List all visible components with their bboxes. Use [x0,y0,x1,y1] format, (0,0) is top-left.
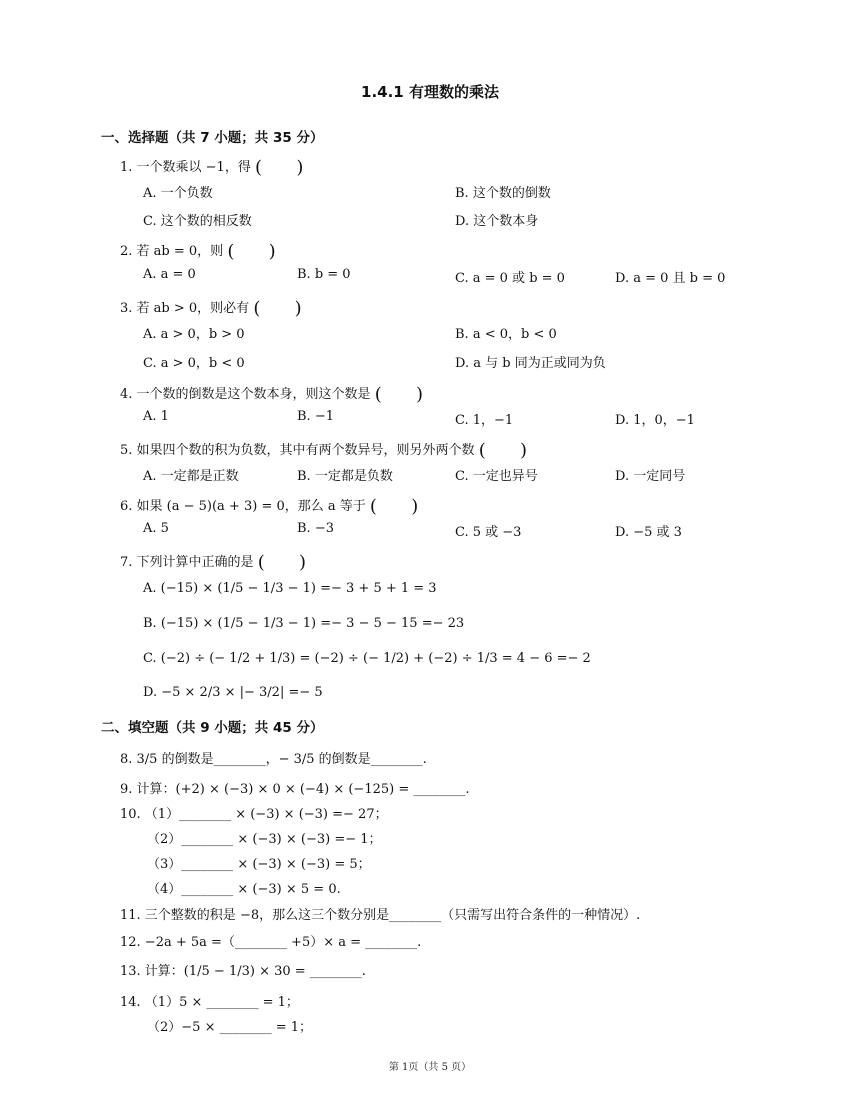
q2-option-d: D. a = 0 且 b = 0 [615,271,726,286]
answer-paren: ( ) [257,552,307,573]
q5-option-c: C. 一定也异号 [455,469,538,484]
answer-paren: ( ) [374,384,424,405]
question-3 [120,297,302,319]
q6-option-a: A. 5 [143,521,169,536]
q5-option-a: A. 一定都是正数 [143,469,239,484]
q6-option-b: B. −3 [297,521,334,536]
q1-option-a: A. 一个负数 [143,186,213,201]
question-13: 13. 计算：(1/5 − 1/3) × 30 = ________. [120,964,366,979]
question-6-stem: 6. 如果 (a − 5)(a + 3) = 0，那么 a 等于 [120,499,366,514]
page-footer: 第 1页（共 5 页） [388,1062,472,1073]
section-heading-fill: 二、填空题（共 9 小题；共 45 分） [101,720,324,736]
answer-paren: ( ) [478,440,528,461]
q2-option-c: C. a = 0 或 b = 0 [455,271,565,286]
q2-option-a: A. a = 0 [143,267,196,282]
q5-option-d: D. 一定同号 [615,469,686,484]
question-4-stem: 4. 一个数的倒数是这个数本身，则这个数是 [120,387,371,402]
question-7-stem: 7. 下列计算中正确的是 [120,555,254,570]
question-5 [120,439,528,461]
question-11: 11. 三个整数的积是 −8，那么这三个数分别是________（只需写出符合条件的一种情况）. [120,908,641,923]
question-5-stem: 5. 如果四个数的积为负数，其中有两个数异号，则另外两个数 [120,443,475,458]
question-10-part-1: 10. （1）________ × (−3) × (−3) =− 27； [120,807,388,822]
q7-option-a: A. (−15) × (1/5 − 1/3 − 1) =− 3 + 5 + 1 = 3 [143,581,437,596]
q7-option-b: B. (−15) × (1/5 − 1/3 − 1) =− 3 − 5 − 15 =− 23 [143,616,465,631]
q2-option-b: B. b = 0 [297,267,351,282]
q4-option-d: D. 1，0，−1 [615,413,695,428]
q3-option-d: D. a 与 b 同为正或同为负 [455,356,606,371]
q1-option-b: B. 这个数的倒数 [455,186,551,201]
question-10-part-3: （3）________ × (−3) × (−3) = 5； [147,857,371,872]
question-14-part-2: （2）−5 × ________ = 1； [147,1020,313,1035]
question-7 [120,551,307,573]
answer-paren: ( ) [254,157,304,178]
q4-option-b: B. −1 [297,409,334,424]
q7-option-c: C. (−2) ÷ (− 1/2 + 1/3) = (−2) ÷ (− 1/2) + (−2) ÷ 1/3 = 4 − 6 =− 2 [143,651,591,666]
q5-option-b: B. 一定都是负数 [297,469,393,484]
q1-option-d: D. 这个数本身 [455,214,539,229]
question-9: 9. 计算：(+2) × (−3) × 0 × (−4) × (−125) = ________. [120,782,470,797]
q3-option-a: A. a > 0，b > 0 [143,327,245,342]
question-1-stem: 1. 一个数乘以 −1，得 [120,160,251,175]
question-6 [120,495,419,517]
q3-option-b: B. a < 0，b < 0 [455,327,557,342]
q1-option-c: C. 这个数的相反数 [143,214,252,229]
answer-paren: ( ) [369,496,419,517]
question-2-stem: 2. 若 ab = 0，则 [120,244,224,259]
question-12: 12. −2a + 5a =（________ +5）× a = ________. [120,935,422,950]
answer-paren: ( ) [253,298,302,319]
question-10-part-4: （4）________ × (−3) × 5 = 0. [147,882,341,897]
question-2 [120,240,276,262]
section-heading-choice: 一、选择题（共 7 小题；共 35 分） [101,130,324,146]
question-14-part-1: 14. （1）5 × ________ = 1； [120,995,299,1010]
q4-option-c: C. 1，−1 [455,413,514,428]
q3-option-c: C. a > 0，b < 0 [143,356,245,371]
q7-option-d: D. −5 × 2/3 × |− 3/2| =− 5 [143,685,323,700]
question-10-part-2: （2）________ × (−3) × (−3) =− 1； [147,832,382,847]
question-3-stem: 3. 若 ab > 0，则必有 [120,301,250,316]
page-title: 1.4.1 有理数的乘法 [361,83,499,101]
question-4 [120,383,424,405]
question-1 [120,156,304,178]
q6-option-d: D. −5 或 3 [615,525,682,540]
q4-option-a: A. 1 [143,409,169,424]
q6-option-c: C. 5 或 −3 [455,525,522,540]
question-8: 8. 3/5 的倒数是________，− 3/5 的倒数是________. [120,752,427,767]
answer-paren: ( ) [227,241,276,262]
